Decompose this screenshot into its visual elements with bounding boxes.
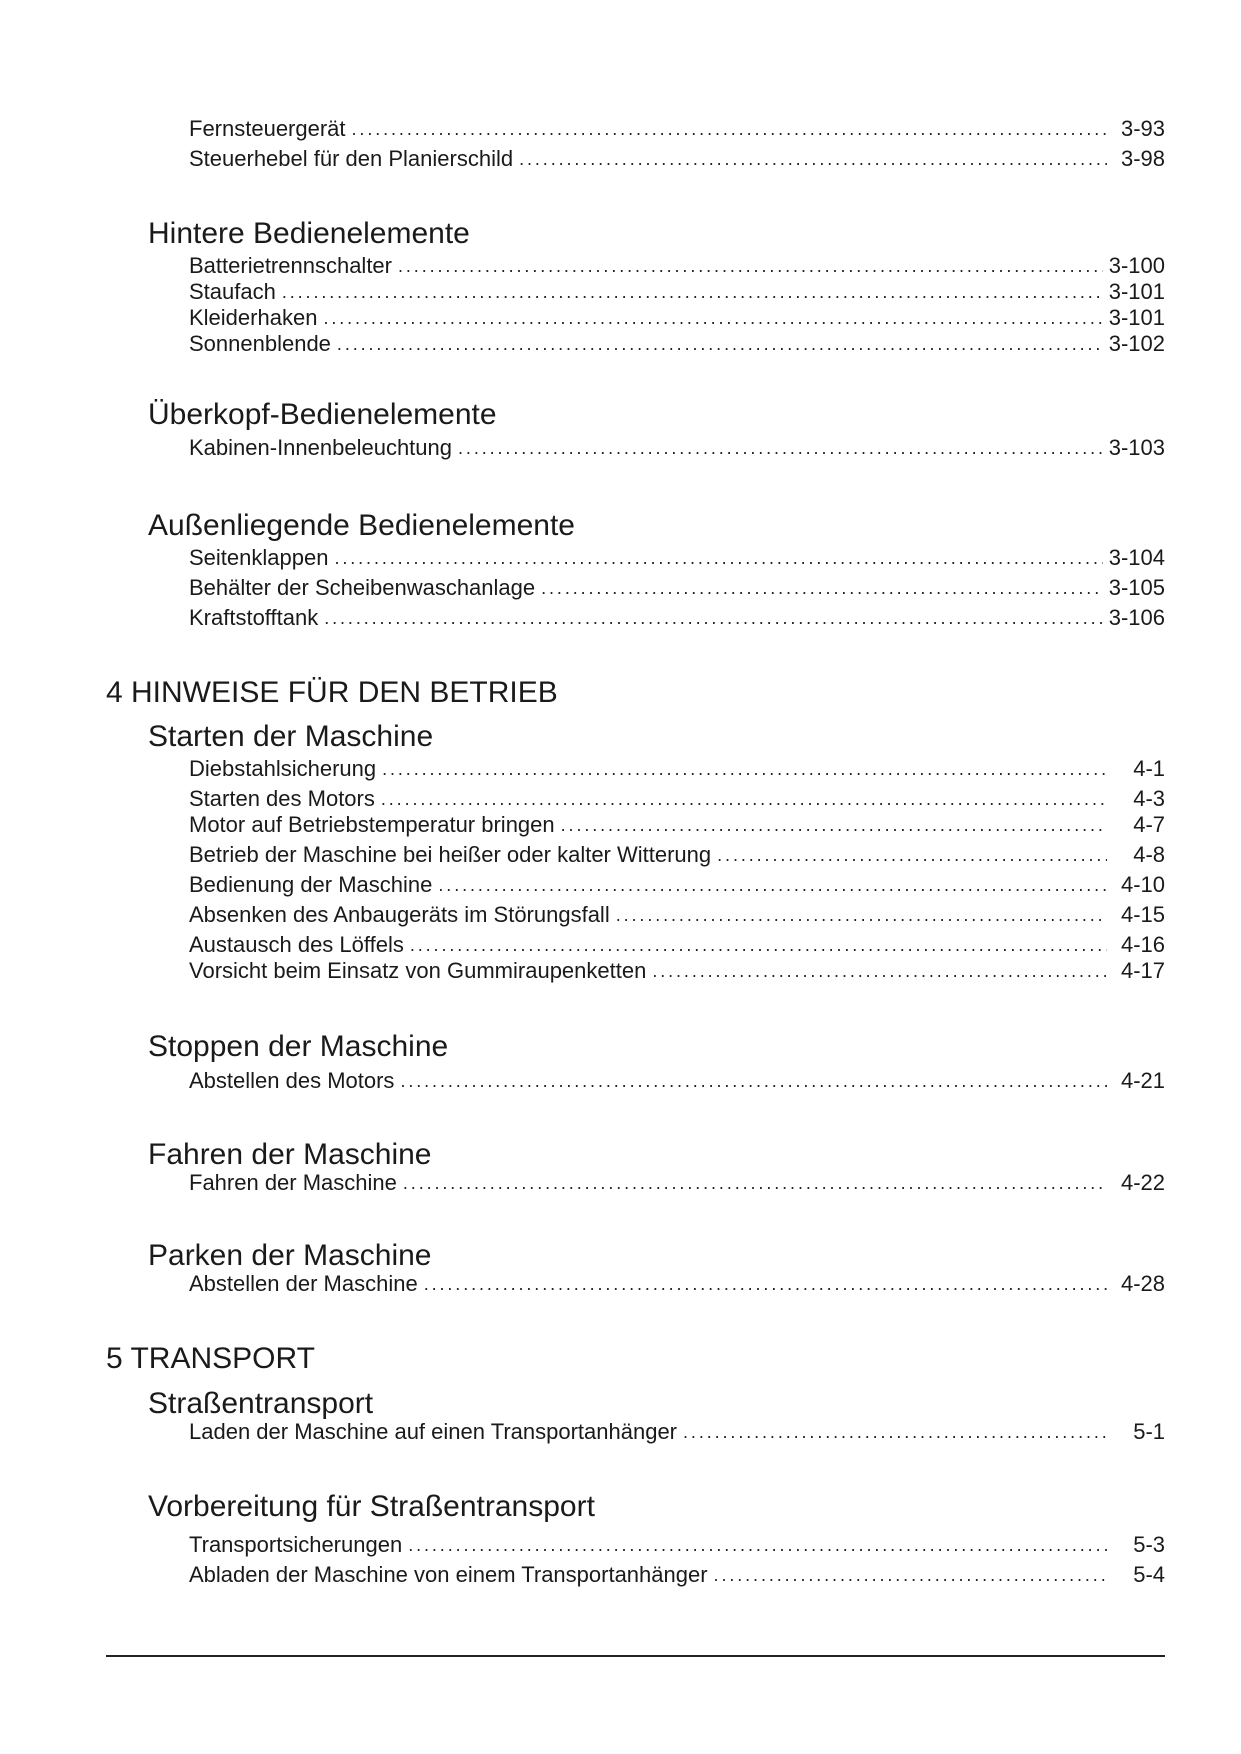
toc-entry-page: 3-106 bbox=[1108, 605, 1165, 630]
toc-entry-page: 4-10 bbox=[1120, 872, 1165, 897]
section-heading: Vorbereitung für Straßentransport bbox=[148, 1490, 595, 1523]
footer-divider bbox=[106, 1655, 1165, 1657]
toc-entry-page: 3-101 bbox=[1108, 305, 1165, 330]
toc-entry-title: Batterietrennschalter bbox=[189, 253, 392, 278]
toc-entry[interactable] bbox=[189, 1558, 1165, 1588]
dot-leader bbox=[541, 575, 1103, 601]
toc-entry-page: 3-102 bbox=[1108, 331, 1165, 356]
dot-leader bbox=[382, 756, 1107, 782]
toc-entry[interactable] bbox=[189, 571, 1165, 601]
dot-leader bbox=[403, 1170, 1107, 1196]
dot-leader bbox=[683, 1419, 1107, 1445]
toc-entry-page: 5-1 bbox=[1133, 1419, 1165, 1444]
toc-entry-title: Kleiderhaken bbox=[189, 305, 318, 330]
dot-leader bbox=[714, 1562, 1107, 1588]
toc-entry[interactable] bbox=[189, 601, 1165, 631]
toc-entry-page: 4-22 bbox=[1120, 1170, 1165, 1195]
toc-entry-title: Fahren der Maschine bbox=[189, 1170, 397, 1195]
toc-entry-page: 4-1 bbox=[1133, 756, 1165, 781]
toc-entry[interactable] bbox=[189, 1415, 1165, 1445]
toc-entry-page: 4-15 bbox=[1120, 902, 1165, 927]
section-heading: Starten der Maschine bbox=[148, 720, 434, 753]
toc-entry-page: 3-104 bbox=[1108, 545, 1165, 570]
toc-entry-title: Kraftstofftank bbox=[189, 605, 319, 630]
toc-entry-title: Transportsicherungen bbox=[189, 1532, 403, 1557]
toc-entry-page: 3-101 bbox=[1108, 279, 1165, 304]
toc-entry-title: Austausch des Löffels bbox=[189, 932, 404, 957]
toc-entry-title: Starten des Motors bbox=[189, 786, 375, 811]
dot-leader bbox=[438, 872, 1107, 898]
dot-leader bbox=[424, 1271, 1107, 1297]
toc-entry-title: Bedienung der Maschine bbox=[189, 872, 433, 897]
toc-entry-title: Steuerhebel für den Planierschild bbox=[189, 146, 514, 171]
toc-entry[interactable] bbox=[189, 327, 1165, 357]
toc-entry[interactable] bbox=[189, 808, 1165, 838]
toc-entry[interactable] bbox=[189, 1267, 1165, 1297]
toc-entry-page: 4-7 bbox=[1133, 812, 1165, 837]
toc-entry-title: Seitenklappen bbox=[189, 545, 329, 570]
toc-entry-title: Fernsteuergerät bbox=[189, 116, 346, 141]
toc-entry-page: 4-28 bbox=[1120, 1271, 1165, 1296]
toc-entry-title: Absenken des Anbaugeräts im Störungsfall bbox=[189, 902, 610, 927]
toc-entry-title: Abladen der Maschine von einem Transportanhänger bbox=[189, 1562, 708, 1587]
dot-leader bbox=[652, 958, 1107, 984]
toc-entry-title: Diebstahlsicherung bbox=[189, 756, 377, 781]
toc-entry-title: Staufach bbox=[189, 279, 276, 304]
toc-entry[interactable] bbox=[189, 898, 1165, 928]
toc-entry-page: 5-3 bbox=[1133, 1532, 1165, 1557]
toc-entry[interactable] bbox=[189, 954, 1165, 984]
toc-entry-title: Sonnenblende bbox=[189, 331, 331, 356]
toc-entry-title: Vorsicht beim Einsatz von Gummiraupenketten bbox=[189, 958, 647, 983]
dot-leader bbox=[337, 331, 1103, 357]
dot-leader bbox=[408, 1532, 1107, 1558]
toc-entry-page: 4-3 bbox=[1133, 786, 1165, 811]
dot-leader bbox=[519, 146, 1107, 172]
toc-entry[interactable] bbox=[189, 1064, 1165, 1094]
toc-entry-page: 3-93 bbox=[1120, 116, 1165, 141]
toc-entry[interactable] bbox=[189, 1528, 1165, 1558]
toc-entry-page: 4-16 bbox=[1120, 932, 1165, 957]
toc-entry-page: 4-21 bbox=[1120, 1068, 1165, 1093]
dot-leader bbox=[324, 605, 1103, 631]
toc-entry-title: Motor auf Betriebstemperatur bringen bbox=[189, 812, 555, 837]
toc-entry-page: 4-17 bbox=[1120, 958, 1165, 983]
dot-leader bbox=[616, 902, 1107, 928]
dot-leader bbox=[717, 842, 1107, 868]
dot-leader bbox=[334, 545, 1102, 571]
section-heading: Parken der Maschine bbox=[148, 1239, 432, 1272]
section-heading: Hintere Bedienelemente bbox=[148, 217, 470, 250]
toc-entry-title: Laden der Maschine auf einen Transportanhänger bbox=[189, 1419, 678, 1444]
toc-entry-page: 3-105 bbox=[1108, 575, 1165, 600]
toc-entry-page: 3-98 bbox=[1120, 146, 1165, 171]
toc-entry[interactable] bbox=[189, 868, 1165, 898]
toc-entry-page: 3-103 bbox=[1108, 435, 1165, 460]
dot-leader bbox=[352, 116, 1107, 142]
toc-entry-page: 3-100 bbox=[1108, 253, 1165, 278]
dot-leader bbox=[561, 812, 1107, 838]
toc-entry-title: Behälter der Scheibenwaschanlage bbox=[189, 575, 536, 600]
toc-entry[interactable] bbox=[189, 752, 1165, 782]
toc-entry[interactable] bbox=[189, 142, 1165, 172]
dot-leader bbox=[458, 435, 1103, 461]
toc-entry[interactable] bbox=[189, 838, 1165, 868]
dot-leader bbox=[400, 1068, 1107, 1094]
toc-entry-page: 5-4 bbox=[1133, 1562, 1165, 1587]
toc-entry-title: Abstellen des Motors bbox=[189, 1068, 395, 1093]
toc-entry[interactable] bbox=[189, 1166, 1165, 1196]
section-heading: Außenliegende Bedienelemente bbox=[148, 509, 575, 542]
section-heading: Stoppen der Maschine bbox=[148, 1030, 449, 1063]
toc-entry[interactable] bbox=[189, 541, 1165, 571]
toc-entry[interactable] bbox=[189, 431, 1165, 461]
toc-entry[interactable] bbox=[189, 112, 1165, 142]
section-heading: Überkopf-Bedienelemente bbox=[148, 398, 497, 431]
toc-entry-title: Kabinen-Innenbeleuchtung bbox=[189, 435, 453, 460]
section-heading: Fahren der Maschine bbox=[148, 1138, 432, 1171]
toc-entry-title: Abstellen der Maschine bbox=[189, 1271, 418, 1296]
toc-entry-page: 4-8 bbox=[1133, 842, 1165, 867]
section-heading: Straßentransport bbox=[148, 1387, 374, 1420]
toc-entry-title: Betrieb der Maschine bei heißer oder kalter Witterung bbox=[189, 842, 712, 867]
chapter-heading: 5 TRANSPORT bbox=[106, 1342, 315, 1375]
chapter-heading: 4 HINWEISE FÜR DEN BETRIEB bbox=[106, 676, 558, 709]
